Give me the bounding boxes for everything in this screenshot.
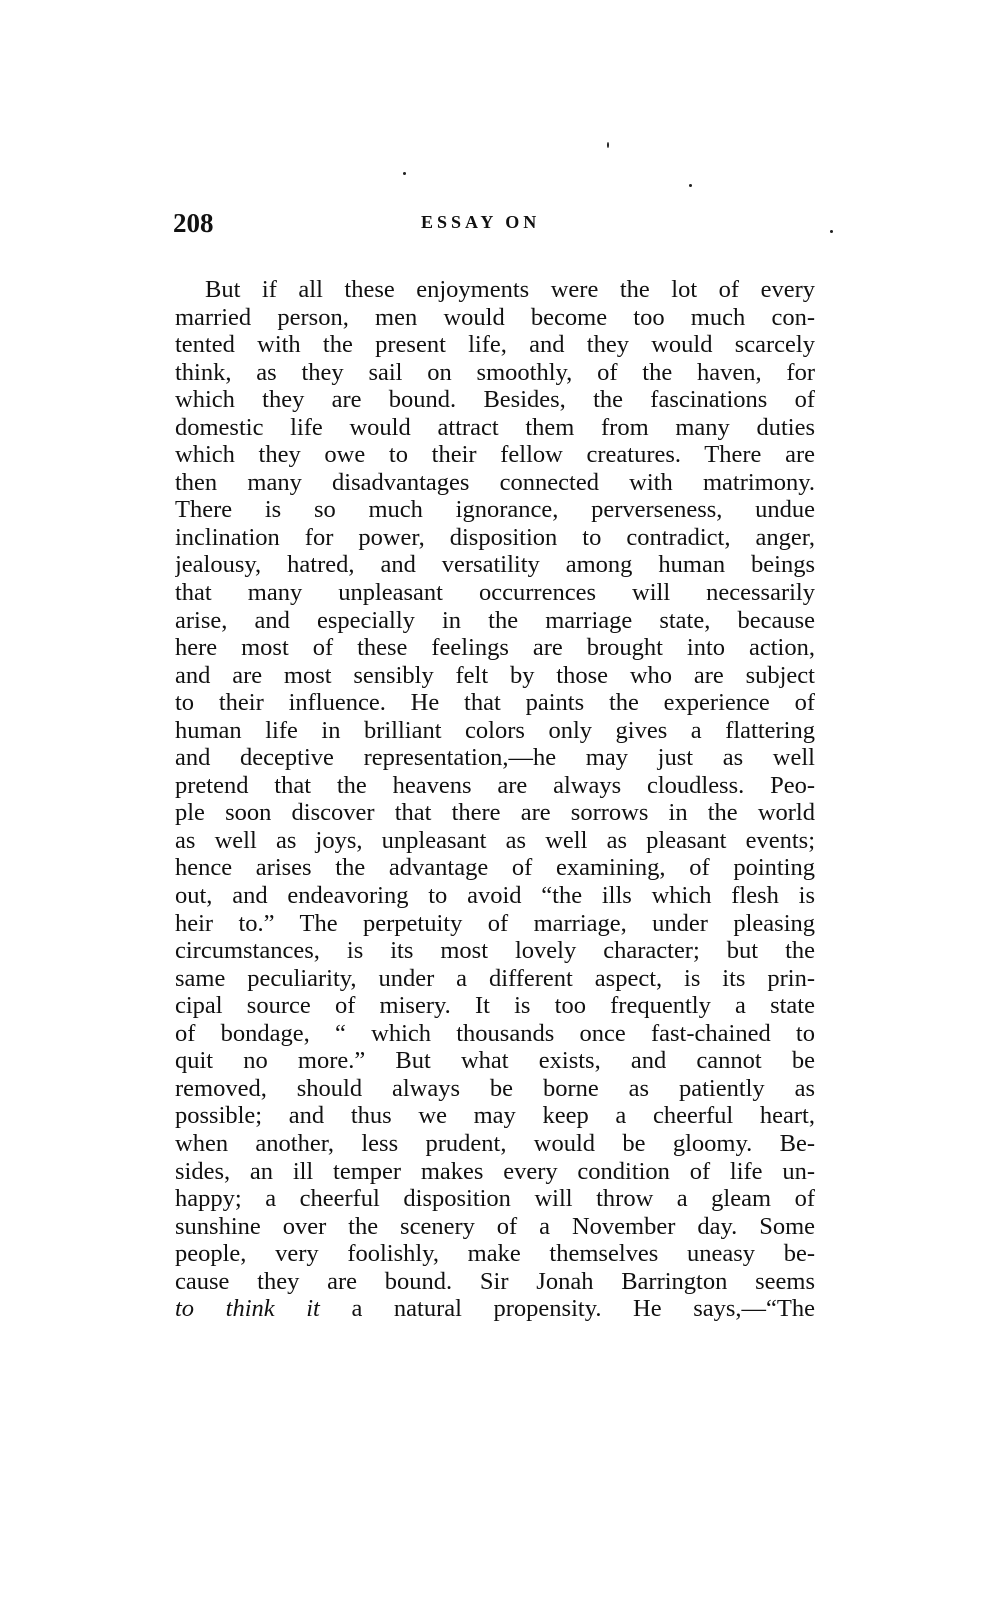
text-line: domestic life would attract them from many duties — [175, 413, 815, 441]
text-line: married person, men would become too much con- — [175, 303, 815, 331]
text-line: cause they are bound. Sir Jonah Barrington seems — [175, 1267, 815, 1295]
text-line: inclination for power, disposition to contradict, anger, — [175, 523, 815, 551]
scan-speck — [403, 172, 406, 175]
text-line: hence arises the advantage of examining, of pointing — [175, 854, 815, 882]
text-line: to their influence. He that paints the experience of — [175, 689, 815, 717]
scan-speck — [830, 230, 833, 233]
text-line: and are most sensibly felt by those who are subject — [175, 661, 815, 689]
text-line: happy; a cheerful disposition will throw a gleam of — [175, 1185, 815, 1213]
text-line-last — [175, 1295, 815, 1323]
text-line: But if all these enjoyments were the lot of every — [205, 276, 815, 303]
text-line: same peculiarity, under a different aspect, is its prin- — [175, 964, 815, 992]
text-line: when another, less prudent, would be gloomy. Be- — [175, 1129, 815, 1157]
text-line: as well as joys, unpleasant as well as pleasant events; — [175, 826, 815, 854]
text-line: There is so much ignorance, perverseness, undue — [175, 496, 815, 524]
text-line-rest: a natural propensity. He says,—“The — [351, 1295, 815, 1323]
italic-phrase: to think it — [175, 1295, 320, 1323]
text-line: here most of these feelings are brought into action, — [175, 634, 815, 662]
text-line: cipal source of misery. It is too frequently a state — [175, 992, 815, 1020]
text-line: which they owe to their fellow creatures. There are — [175, 441, 815, 469]
page-number: 208 — [173, 208, 214, 238]
text-line: human life in brilliant colors only gives a flattering — [175, 716, 815, 744]
text-line: quit no more.” But what exists, and cannot be — [175, 1047, 815, 1075]
text-line: sunshine over the scenery of a November day. Some — [175, 1212, 815, 1240]
text-line: tented with the present life, and they would scarcely — [175, 331, 815, 359]
text-line: that many unpleasant occurrences will necessarily — [175, 579, 815, 607]
text-line: and deceptive representation,—he may just as well — [175, 744, 815, 772]
text-line: possible; and thus we may keep a cheerful heart, — [175, 1102, 815, 1130]
text-line: out, and endeavoring to avoid “the ills which flesh is — [175, 882, 815, 910]
body-text — [175, 276, 815, 1323]
text-line: then many disadvantages connected with matrimony. — [175, 468, 815, 496]
text-line: arise, and especially in the marriage state, because — [175, 606, 815, 634]
text-line: circumstances, is its most lovely character; but the — [175, 937, 815, 965]
scan-speck — [607, 142, 609, 148]
scan-speck — [689, 184, 692, 187]
text-line: pretend that the heavens are always cloudless. Peo- — [175, 771, 815, 799]
text-line: jealousy, hatred, and versatility among human beings — [175, 551, 815, 579]
text-line: ple soon discover that there are sorrows in the world — [175, 799, 815, 827]
running-head: ESSAY ON — [421, 212, 541, 232]
text-line: of bondage, “ which thousands once fast-chained to — [175, 1019, 815, 1047]
text-line: people, very foolishly, make themselves uneasy be- — [175, 1240, 815, 1268]
text-line: heir to.” The perpetuity of marriage, under pleasing — [175, 909, 815, 937]
text-line: sides, an ill temper makes every condition of life un- — [175, 1157, 815, 1185]
page-header — [173, 208, 813, 244]
text-line: think, as they sail on smoothly, of the haven, for — [175, 358, 815, 386]
text-line: removed, should always be borne as patiently as — [175, 1074, 815, 1102]
text-line: which they are bound. Besides, the fascinations of — [175, 386, 815, 414]
